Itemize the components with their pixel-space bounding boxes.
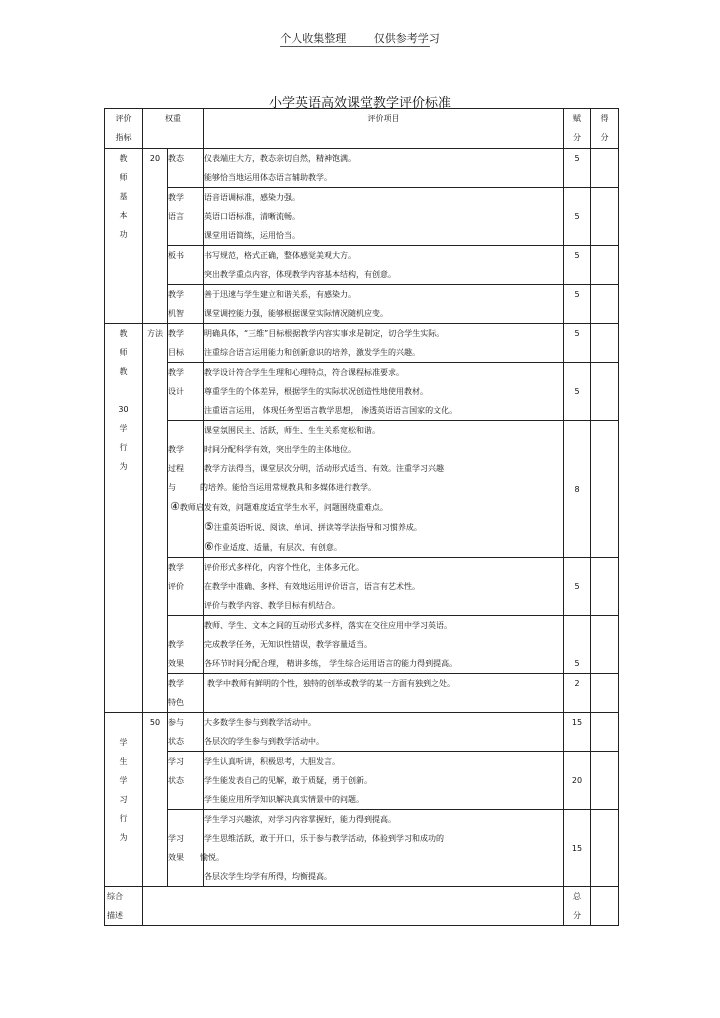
table-row [105, 674, 619, 713]
criteria-line: 课堂氛围民主、活跃，师生、生生关系宽松和谐。 [204, 426, 380, 435]
criteria-line: 善于迅速与学生建立和谐关系，有感染力。 [204, 290, 356, 299]
criteria-line: 评价形式多样化，内容个性化，主体多元化。 [204, 563, 364, 572]
criteria-line: 各层次的学生参与到教学活动中。 [204, 737, 324, 746]
sub-item-text: 语言 [168, 212, 184, 221]
sub-item-text: 与 [168, 483, 176, 492]
category-char: 师 [119, 348, 128, 357]
sub-item-label [168, 188, 204, 246]
header-right-text: 仅供参考学习 [373, 32, 440, 45]
category-char: 基 [119, 192, 128, 201]
summary-cell [143, 887, 564, 926]
summary-label [105, 887, 143, 926]
circled-number: ⑤ [204, 520, 214, 533]
sub-item-text: 状态 [168, 737, 184, 746]
criteria-line: 课堂用语简练，运用恰当。 [204, 231, 300, 240]
criteria-line-circled [204, 517, 563, 537]
got-cell [591, 324, 619, 363]
sub-item-label [168, 558, 204, 616]
circled-text: 注重英语听说、阅读、单词、拼读等学法指导和习惯养成。 [213, 523, 422, 532]
score-cell: 2 [564, 674, 591, 713]
header-indicator-line1: 评价 [115, 114, 132, 123]
sub-item-text: 教学 [168, 445, 184, 454]
criteria-cell [204, 246, 564, 285]
sub-item-text: 学习 [168, 757, 184, 766]
score-cell: 5 [564, 246, 591, 285]
category-char: 教 [119, 329, 128, 338]
category-char: 为 [119, 833, 128, 842]
criteria-line: 学生学习兴趣浓，对学习内容掌握好，能力得到提高。 [204, 815, 396, 824]
criteria-line: 仪表端庄大方，教态亲切自然，精神饱满。 [204, 154, 356, 163]
header-got-line2: 分 [600, 133, 609, 142]
sub-item-text: 目标 [168, 348, 184, 357]
category-char: 学 [119, 738, 128, 747]
criteria-line: 尊重学生的个体差异，根据学生的实际状况创造性地使用教材。 [204, 387, 428, 396]
sub-item-text: 参与 [168, 718, 184, 727]
table-row [105, 810, 619, 887]
criteria-line: 注重综合语言运用能力和创新意识的培养，激发学生的兴趣。 [204, 348, 420, 357]
criteria-line-circled [170, 497, 563, 517]
table-row [105, 324, 619, 363]
sub-item-text: 过程 [168, 464, 184, 473]
criteria-cell [204, 188, 564, 246]
criteria-line: 语音语调标准，感染力强。 [204, 193, 300, 202]
score-cell: 5 [564, 285, 591, 324]
sub-item-text: 设计 [168, 387, 184, 396]
circled-text: 作业适度、适量，有层次、有创意。 [213, 543, 342, 552]
sub-item-label [168, 285, 204, 324]
criteria-line: 英语口语标准，清晰流畅。 [204, 212, 300, 221]
sub-item-text: 特色 [168, 698, 184, 707]
category-char: 生 [119, 757, 128, 766]
sub-item-label [168, 149, 204, 188]
sub-item-label [168, 674, 204, 713]
got-cell [591, 616, 619, 674]
table-row [105, 713, 619, 752]
sub-item-text: 教学 [168, 368, 184, 377]
criteria-line: 各层次学生均学有所得，均衡提高。 [204, 872, 332, 881]
summary-label-line1: 综合 [107, 892, 123, 901]
sub-item-text: 教学 [168, 193, 184, 202]
sub-item-label [168, 810, 204, 887]
criteria-line: 学生能发表自己的见解，敢于质疑，勇于创新。 [204, 776, 372, 785]
category-char: 行 [119, 443, 128, 452]
table-row [105, 421, 619, 558]
sub-item-text: 教学 [168, 563, 184, 572]
table-row [105, 188, 619, 246]
total-label [564, 887, 591, 926]
weight-label-method: 方法 [143, 324, 168, 713]
total-label-line1: 总 [573, 892, 581, 901]
criteria-cell [204, 674, 564, 713]
criteria-line: 在教学中准确、多样、有效地运用评价语言，语言有艺术性。 [204, 582, 420, 591]
table-row [105, 752, 619, 810]
score-cell: 5 [564, 363, 591, 421]
sub-item-label [168, 713, 204, 752]
criteria-line: 完成教学任务，无知识性错误，教学容量适当。 [204, 640, 372, 649]
sub-item-text: 效果 [168, 853, 184, 862]
criteria-line: 时间分配科学有效，突出学生的主体地位。 [204, 445, 356, 454]
table-row [105, 558, 619, 616]
header-indicator [105, 109, 143, 149]
category-char: 师 [119, 173, 128, 182]
criteria-cell [204, 285, 564, 324]
sub-item-label [168, 324, 204, 363]
total-label-line2: 分 [573, 911, 581, 920]
sub-item-text: 教态 [168, 154, 184, 163]
criteria-line-circled [204, 537, 563, 557]
table-row [105, 246, 619, 285]
table-header-row [105, 109, 619, 149]
criteria-line: 课堂调控能力强，能够根据课堂实际情况随机应变。 [204, 309, 388, 318]
got-cell [591, 558, 619, 616]
score-cell: 20 [564, 752, 591, 810]
table-row [105, 616, 619, 674]
criteria-line: 大多数学生参与到教学活动中。 [204, 718, 316, 727]
criteria-line: 突出教学重点内容，体现教学内容基本结构，有创意。 [204, 270, 396, 279]
score-cell: 5 [564, 324, 591, 363]
criteria-line: 评价与教学内容、教学目标有机结合。 [204, 601, 340, 610]
category-char: 本 [119, 211, 128, 220]
header-got [591, 109, 619, 149]
criteria-cell [204, 558, 564, 616]
category-char: 学 [119, 424, 128, 433]
category-char: 教 [119, 367, 128, 376]
criteria-line: 教师、学生、文本之间的互动形式多样，落实在交往应用中学习英语。 [204, 621, 452, 630]
header-score-line2: 分 [573, 133, 581, 142]
criteria-line: 明确具体，“三维”目标根据教学内容实事求是制定，切合学生实际。 [204, 329, 445, 338]
sub-item-label [168, 616, 204, 674]
header-weight: 权重 [143, 109, 204, 149]
score-cell: 5 [564, 558, 591, 616]
criteria-line: 的培养。能恰当运用常规教具和多媒体进行教学。 [200, 483, 376, 492]
weight-teacher-behavior: 30 [118, 405, 129, 414]
sub-item-label [168, 752, 204, 810]
category-char: 功 [119, 230, 128, 239]
sub-item-text: 教学 [168, 290, 184, 299]
criteria-cell [204, 616, 564, 674]
table-row [105, 285, 619, 324]
criteria-cell [200, 810, 564, 887]
sub-item-text: 教学 [168, 329, 184, 338]
got-cell [591, 810, 619, 887]
got-cell [591, 285, 619, 324]
circled-number: ⑥ [204, 540, 214, 553]
circled-number: ④ [170, 500, 180, 513]
criteria-line: 教学设计符合学生生理和心理特点，符合课程标准要求。 [204, 368, 404, 377]
criteria-line: 能够恰当地运用体态语言辅助教学。 [204, 173, 332, 182]
sub-item-text: 评价 [168, 582, 184, 591]
got-cell [591, 246, 619, 285]
criteria-line: 书写规范，格式正确，整体感觉美观大方。 [204, 251, 356, 260]
evaluation-table [104, 108, 619, 926]
header-rule [280, 46, 430, 47]
category-char: 学 [119, 776, 128, 785]
criteria-cell [204, 324, 564, 363]
header-score-line1: 赋 [573, 114, 581, 123]
sub-item-label [168, 363, 204, 421]
sub-item-text: 效果 [168, 659, 184, 668]
score-cell: 8 [564, 421, 591, 558]
score-cell: 5 [564, 188, 591, 246]
got-cell [591, 149, 619, 188]
criteria-cell [204, 363, 564, 421]
criteria-cell [204, 752, 564, 810]
criteria-line: 愉悦。 [200, 853, 224, 862]
criteria-line: 学生认真听讲，积极思考，大胆发言。 [204, 757, 340, 766]
got-cell [591, 363, 619, 421]
category-teacher-basic [105, 149, 143, 324]
category-char: 为 [119, 462, 128, 471]
sub-item-label [168, 421, 204, 558]
sub-item-text: 状态 [168, 776, 184, 785]
criteria-cell [204, 149, 564, 188]
header-score [564, 109, 591, 149]
header-got-line1: 得 [600, 114, 609, 123]
category-char: 行 [119, 814, 128, 823]
criteria-line: 教学中教师有鲜明的个性，独特的创举或教学的某一方面有独到之处。 [207, 679, 455, 688]
table-row [105, 363, 619, 421]
total-value-cell [591, 887, 619, 926]
score-cell: 15 [564, 810, 591, 887]
category-teacher-behavior [105, 324, 143, 713]
header-left-text: 个人收集整理 [280, 32, 347, 45]
header-items: 评价项目 [204, 109, 564, 149]
category-char: 习 [119, 795, 128, 804]
criteria-line: 教学方法得当，课堂层次分明，活动形式适当、有效。注重学习兴趣 [204, 464, 444, 473]
table-row [105, 149, 619, 188]
sub-item-text: 机智 [168, 309, 184, 318]
criteria-line: 学生思维活跃，敢于开口，乐于参与教学活动，体验到学习和成功的 [204, 834, 444, 843]
sub-item-label [168, 246, 204, 285]
got-cell [591, 674, 619, 713]
header-indicator-line2: 指标 [115, 133, 132, 142]
criteria-line: 注重语言运用， 体现任务型语言教学思想， 渗透英语语言国家的文化。 [204, 406, 458, 415]
document-title: 小学英语高效课堂教学评价标准 [268, 96, 451, 111]
sub-item-text: 教学 [168, 640, 184, 649]
got-cell [591, 713, 619, 752]
score-cell: 5 [564, 616, 591, 674]
category-student-behavior [105, 713, 143, 887]
score-cell: 15 [564, 713, 591, 752]
category-char: 教 [119, 154, 128, 163]
weight-teacher-basic: 20 [143, 149, 168, 324]
circled-text: 教师启发有效，问题难度适宜学生水平，问题围绕重难点。 [179, 503, 388, 512]
category-char-with-weight [105, 362, 142, 419]
table-footer-row [105, 887, 619, 926]
criteria-line: 各环节时间分配合理， 精讲多练， 学生综合运用语言的能力得到提高。 [204, 659, 458, 668]
criteria-cell [204, 713, 564, 752]
got-cell [591, 421, 619, 558]
score-cell: 5 [564, 149, 591, 188]
sub-item-text: 教学 [168, 679, 184, 688]
sub-item-text: 板书 [168, 251, 184, 260]
weight-student-behavior: 50 [143, 713, 168, 887]
criteria-line: 学生能应用所学知识解决真实情景中的问题。 [204, 795, 364, 804]
summary-label-line2: 描述 [107, 911, 123, 920]
sub-item-text: 学习 [168, 834, 184, 843]
got-cell [591, 752, 619, 810]
page-header [0, 30, 720, 46]
got-cell [591, 188, 619, 246]
